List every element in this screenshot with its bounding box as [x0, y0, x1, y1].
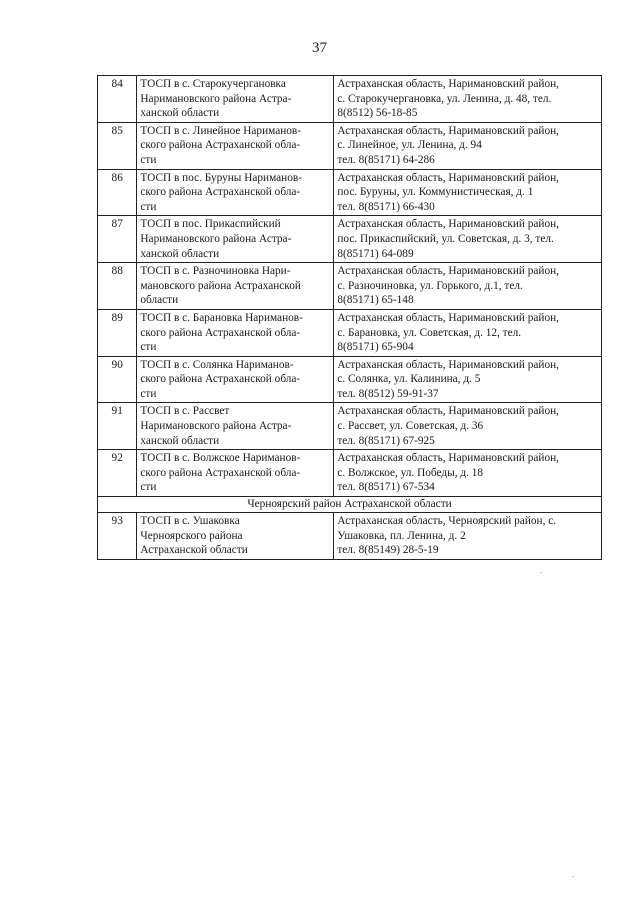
- office-address-line: 8(85171) 65-148: [337, 294, 414, 307]
- office-name: [137, 122, 334, 169]
- office-name: [137, 263, 334, 310]
- office-name-line: ского района Астраханской обла-: [140, 139, 301, 152]
- table-row: [98, 216, 602, 263]
- table-row: [98, 169, 602, 216]
- office-name-line: ского района Астраханской обла-: [140, 373, 301, 386]
- table-row: [98, 513, 602, 560]
- table-row: [98, 76, 602, 123]
- office-address-line: Астраханская область, Наримановский район,: [337, 265, 559, 278]
- row-number: 85: [98, 122, 137, 169]
- office-address-line: с. Линейное, ул. Ленина, д. 94: [337, 139, 482, 152]
- scan-speck: [572, 876, 574, 877]
- office-address-line: с. Солянка, ул. Калинина, д. 5: [337, 373, 481, 386]
- office-address-line: Астраханская область, Наримановский район,: [337, 171, 559, 184]
- table-row: [98, 122, 602, 169]
- office-name: [137, 309, 334, 356]
- office-address-line: Астраханская область, Наримановский район,: [337, 218, 559, 231]
- office-name: [137, 169, 334, 216]
- office-name-line: ТОСП в с. Линейное Нариманов-: [140, 124, 302, 137]
- office-name: [137, 403, 334, 450]
- table-row: [98, 309, 602, 356]
- office-name-line: сти: [140, 387, 157, 400]
- office-name-line: ТОСП в с. Старокучергановка: [140, 78, 286, 90]
- office-name-line: ханской области: [140, 434, 220, 447]
- office-address-line: тел. 8(8512) 59-91-37: [337, 387, 439, 400]
- page-number: 37: [312, 40, 327, 56]
- office-address-line: Астраханская область, Наримановский район,: [337, 124, 559, 137]
- office-address-line: Астраханская область, Черноярский район, с.: [337, 515, 557, 528]
- office-address: [334, 216, 602, 263]
- row-number: 88: [98, 263, 137, 310]
- office-name: [137, 513, 334, 560]
- office-name-line: сти: [140, 153, 157, 166]
- office-address-line: тел. 8(85171) 67-925: [337, 434, 435, 447]
- office-name: [137, 356, 334, 403]
- office-name-line: ТОСП в пос. Прикаспийский: [140, 218, 281, 231]
- office-name-line: ТОСП в с. Рассвет: [140, 405, 230, 418]
- office-address: [334, 309, 602, 356]
- section-heading: Черноярский район Астраханской области: [98, 497, 602, 513]
- office-name-line: ТОСП в с. Ушаковка: [140, 515, 240, 528]
- office-address: [334, 513, 602, 560]
- office-name-line: ского района Астраханской обла-: [140, 466, 301, 479]
- office-address-line: пос. Прикаспийский, ул. Советская, д. 3, тел.: [337, 232, 554, 245]
- office-address-line: Астраханская область, Наримановский район,: [337, 405, 559, 418]
- table-row: [98, 356, 602, 403]
- row-number: 91: [98, 403, 137, 450]
- office-address: [334, 122, 602, 169]
- table-row: [98, 403, 602, 450]
- office-name: [137, 450, 334, 497]
- office-name-line: Наримановского района Астра-: [140, 232, 292, 245]
- table-row: [98, 450, 602, 497]
- row-number: 90: [98, 356, 137, 403]
- office-name: [137, 216, 334, 263]
- office-name-line: сти: [140, 200, 157, 213]
- office-name-line: ТОСП в с. Разночиновка Нари-: [140, 265, 291, 278]
- office-address: [334, 263, 602, 310]
- office-address-line: тел. 8(85171) 67-534: [337, 481, 435, 494]
- row-number: 84: [98, 76, 137, 123]
- office-name-line: Наримановского района Астра-: [140, 420, 292, 433]
- row-number: 87: [98, 216, 137, 263]
- row-number: 93: [98, 513, 137, 560]
- office-address-line: с. Старокучергановка, ул. Ленина, д. 48, тел.: [337, 92, 552, 105]
- office-name: [137, 76, 334, 123]
- office-name-line: Астраханской области: [140, 544, 248, 557]
- scan-speck: [540, 572, 542, 573]
- office-address-line: 8(85171) 64-089: [337, 247, 414, 260]
- office-address-line: тел. 8(85171) 64-286: [337, 153, 435, 166]
- office-address-line: тел. 8(85171) 66-430: [337, 200, 435, 213]
- section-row: [98, 497, 602, 513]
- office-name-line: ханской области: [140, 247, 220, 260]
- office-address-line: с. Волжское, ул. Победы, д. 18: [337, 466, 484, 479]
- office-name-line: сти: [140, 341, 157, 354]
- office-address: [334, 403, 602, 450]
- office-name-line: ТОСП в с. Солянка Нариманов-: [140, 358, 294, 371]
- office-name-line: ханской области: [140, 107, 220, 120]
- office-name-line: мановского района Астраханской: [140, 279, 301, 292]
- table-row: [98, 263, 602, 310]
- row-number: 92: [98, 450, 137, 497]
- office-name-line: Наримановского района Астра-: [140, 92, 292, 105]
- office-address-line: Астраханская область, Наримановский район,: [337, 78, 559, 90]
- office-address-line: 8(85171) 65-904: [337, 341, 414, 354]
- office-address-line: 8(8512) 56-18-85: [337, 107, 418, 120]
- office-address-line: Астраханская область, Наримановский район,: [337, 358, 559, 371]
- office-name-line: ТОСП в пос. Буруны Нариманов-: [140, 171, 302, 184]
- office-address-line: Астраханская область, Наримановский район,: [337, 452, 559, 465]
- office-name-line: ТОСП в с. Барановка Нариманов-: [140, 311, 303, 324]
- office-address-line: с. Барановка, ул. Советская, д. 12, тел.: [337, 326, 522, 339]
- office-name-line: ского района Астраханской обла-: [140, 186, 301, 199]
- office-name-line: области: [140, 294, 179, 307]
- office-address-line: с. Рассвет, ул. Советская, д. 36: [337, 420, 484, 433]
- office-name-line: Черноярского района: [140, 529, 243, 542]
- offices-table: [97, 75, 602, 560]
- office-address: [334, 169, 602, 216]
- office-address: [334, 76, 602, 123]
- office-address: [334, 450, 602, 497]
- office-address-line: пос. Буруны, ул. Коммунистическая, д. 1: [337, 186, 534, 199]
- office-name-line: ТОСП в с. Волжское Нариманов-: [140, 452, 301, 465]
- office-address: [334, 356, 602, 403]
- row-number: 89: [98, 309, 137, 356]
- office-address-line: Астраханская область, Наримановский район,: [337, 311, 559, 324]
- office-address-line: с. Разночиновка, ул. Горького, д.1, тел.: [337, 279, 523, 292]
- row-number: 86: [98, 169, 137, 216]
- office-address-line: Ушаковка, пл. Ленина, д. 2: [337, 529, 466, 542]
- office-name-line: сти: [140, 481, 157, 494]
- office-name-line: ского района Астраханской обла-: [140, 326, 301, 339]
- office-address-line: тел. 8(85149) 28-5-19: [337, 544, 439, 557]
